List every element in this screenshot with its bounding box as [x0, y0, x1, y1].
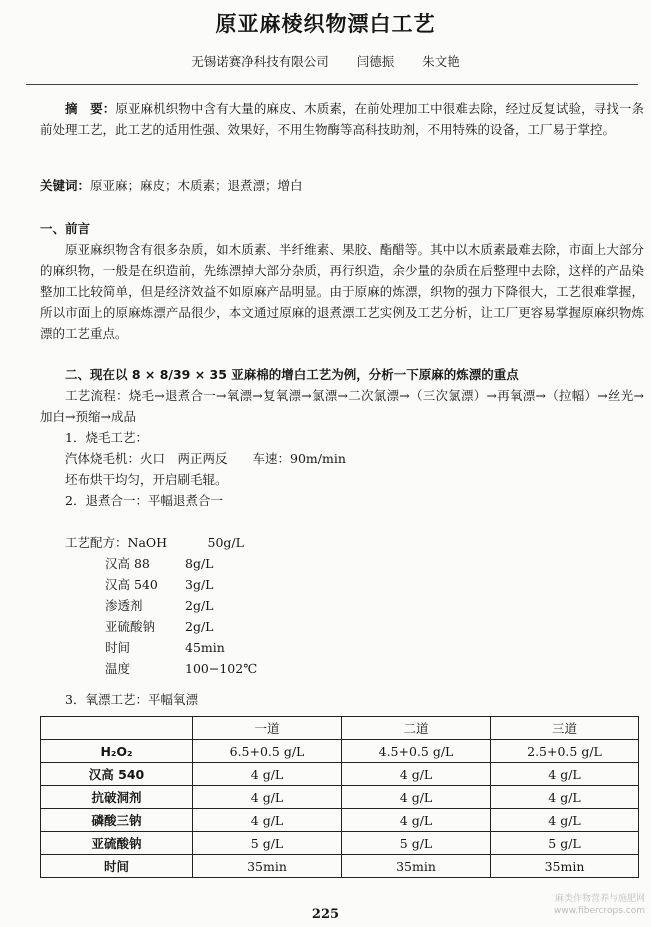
- table-cell: 5 g/L: [491, 832, 639, 855]
- recipe-row: [40, 553, 257, 574]
- company-name: 无锡诺赛净科技有限公司: [191, 54, 329, 69]
- page-number: 225: [311, 907, 340, 922]
- recipe-name: 汉高 88: [105, 556, 150, 571]
- recipe-row: [40, 574, 257, 595]
- author-1: 闫德振: [356, 54, 395, 69]
- table-row: [41, 809, 639, 832]
- table-cell: 4 g/L: [193, 809, 342, 832]
- step-1-line-2: 坯布烘干均匀，开启刷毛辊。: [65, 472, 228, 487]
- oxygen-bleach-table: [40, 716, 639, 878]
- recipe-row: [40, 637, 257, 658]
- section-2-heading: 二、现在以 8 × 8/39 × 35 亚麻棉的增白工艺为例，分析一下原麻的炼漂的重点: [65, 367, 519, 382]
- table-cell: 4 g/L: [342, 786, 491, 809]
- recipe-value: 50g/L: [207, 535, 244, 550]
- section-1-heading: 一、前言: [40, 221, 91, 236]
- recipe-value: 45min: [185, 640, 225, 655]
- table-header-cell: [41, 717, 193, 740]
- watermark: [554, 893, 645, 917]
- table-header-cell: 一道: [193, 717, 342, 740]
- table-cell: 6.5+0.5 g/L: [193, 740, 342, 763]
- recipe-row: [40, 616, 257, 637]
- recipe-name: 温度: [105, 661, 131, 676]
- table-cell: 4 g/L: [491, 786, 639, 809]
- paper-title: 原亚麻棱织物漂白工艺: [215, 12, 436, 36]
- abstract-text: 原亚麻机织物中含有大量的麻皮、木质素，在前处理加工中很难去除，经过反复试验，寻找一条前处理工艺，此工艺的适用性强、效果好，不用生物酶等高科技助剂，不用特殊的设备，工厂易于掌控。: [40, 101, 644, 137]
- table-row-label: 汉高 540: [41, 763, 193, 786]
- process-flow: 工艺流程：烧毛→退煮合一→氧漂→复氧漂→氯漂→二次氯漂→（三次氯漂）→再氧漂→（拉幅）→丝光→加白→预缩→成品: [40, 388, 644, 424]
- step-3-title: 3．氧漂工艺：平幅氧漂: [65, 692, 198, 707]
- table-row-label: 亚硫酸钠: [41, 832, 193, 855]
- keywords: [40, 175, 644, 196]
- table-cell: 4 g/L: [342, 763, 491, 786]
- recipe-name: 亚硫酸钠: [105, 619, 156, 634]
- table-header-cell: 二道: [342, 717, 491, 740]
- recipe-value: 100−102℃: [185, 661, 258, 676]
- recipe-block: [40, 532, 257, 679]
- table-row: [41, 855, 639, 878]
- keywords-label: 关键词：: [40, 178, 91, 193]
- recipe-name: 渗透剂: [105, 598, 143, 613]
- section-1-paragraph: 原亚麻织物含有很多杂质，如木质素、半纤维素、果胶、酯醋等。其中以木质素最难去除，市面上大部分的麻织物，一般是在织造前，先练漂掉大部分杂质，再行织造，余少量的杂质在后整理中去除，这样的产品染整加工比较简单，但是经济效益不如原麻产品明显。由于原麻的炼漂，织物的强力下降很大，工艺很难掌握，所以市面上的原麻炼漂产品很少，本文通过原麻的退煮漂工艺实例及工艺分析，让工厂更容易掌握原麻织物炼漂的工艺重点。: [40, 242, 644, 341]
- top-rule: [26, 84, 638, 85]
- table-row: [41, 832, 639, 855]
- table-cell: 5 g/L: [193, 832, 342, 855]
- abstract-label: 摘 要：: [65, 101, 116, 116]
- table-cell: 4 g/L: [491, 809, 639, 832]
- table-cell: 5 g/L: [342, 832, 491, 855]
- table-cell: 4 g/L: [342, 809, 491, 832]
- table-row-label: 时间: [41, 855, 193, 878]
- table-row: [41, 763, 639, 786]
- table-cell: 35min: [342, 855, 491, 878]
- table-row: [41, 740, 639, 763]
- step-1-title: 1．烧毛工艺：: [65, 430, 148, 445]
- table-cell: 35min: [491, 855, 639, 878]
- table-row: [41, 786, 639, 809]
- table-cell: 4 g/L: [491, 763, 639, 786]
- table-row-label: 抗破洞剂: [41, 786, 193, 809]
- table-cell: 2.5+0.5 g/L: [491, 740, 639, 763]
- section-intro: [40, 218, 644, 344]
- recipe-value: 2g/L: [185, 619, 214, 634]
- table-cell: 4 g/L: [193, 786, 342, 809]
- table-header-row: [41, 717, 639, 740]
- recipe-name: 时间: [105, 640, 131, 655]
- table-row-label: H₂O₂: [41, 740, 193, 763]
- recipe-label-row: [40, 532, 257, 553]
- abstract: [40, 98, 644, 140]
- table-row-label: 磷酸三钠: [41, 809, 193, 832]
- step-3-block: [40, 689, 644, 710]
- recipe-name: NaOH: [127, 535, 168, 550]
- table-cell: 35min: [193, 855, 342, 878]
- recipe-value: 2g/L: [185, 598, 214, 613]
- watermark-line-1: 麻类作物营养与施肥网: [554, 894, 645, 904]
- byline: [0, 52, 651, 70]
- step-2-title: 2．退煮合一：平幅退煮合一: [65, 493, 223, 508]
- watermark-line-2: www.fibercrops.com: [554, 906, 645, 916]
- step-1-line-1: 汽体烧毛机：火口 两正两反 车速：90m/min: [65, 451, 346, 466]
- recipe-row: [40, 658, 257, 679]
- table-header-cell: 三道: [491, 717, 639, 740]
- author-2: 朱文艳: [422, 54, 460, 69]
- recipe-row: [40, 595, 257, 616]
- recipe-label: 工艺配方：: [65, 535, 128, 550]
- section-process: [40, 364, 644, 511]
- keywords-text: 原亚麻；麻皮；木质素；退煮漂；增白: [90, 178, 303, 193]
- table-cell: 4 g/L: [193, 763, 342, 786]
- table-cell: 4.5+0.5 g/L: [342, 740, 491, 763]
- recipe-value: 8g/L: [185, 556, 214, 571]
- keywords-block: [40, 175, 644, 196]
- recipe-value: 3g/L: [185, 577, 214, 592]
- recipe-name: 汉高 540: [105, 577, 158, 592]
- abstract-block: [40, 98, 644, 140]
